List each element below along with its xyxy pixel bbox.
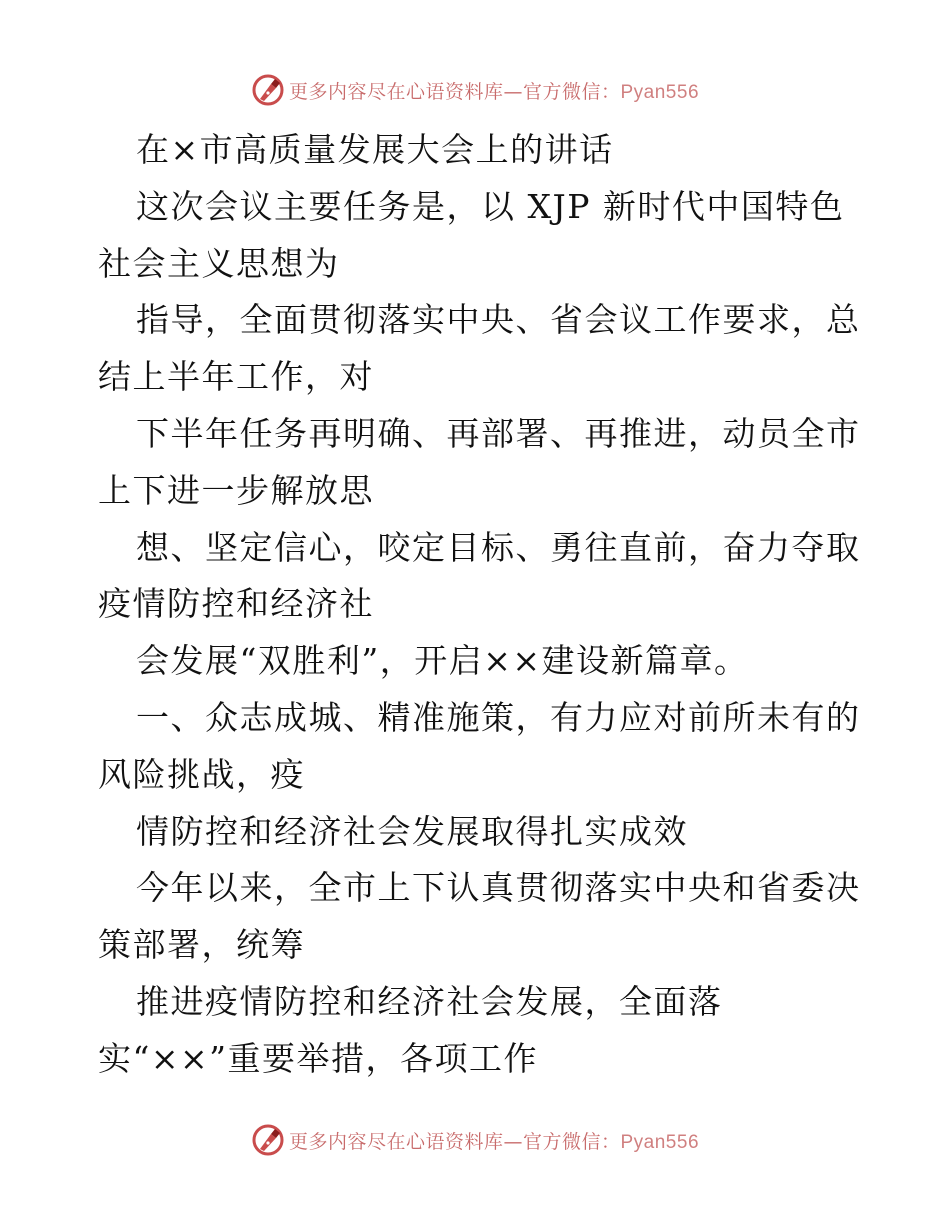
document-title: 在×市高质量发展大会上的讲话 xyxy=(136,130,614,169)
watermark-text: 更多内容尽在心语资料库—官方微信：Pyan556 xyxy=(288,80,700,103)
pen-nib-icon xyxy=(251,1123,285,1157)
paragraph-line: 指导，全面贯彻落实中央、省会议工作要求，总 xyxy=(136,300,861,340)
footer-watermark xyxy=(0,1122,950,1158)
paragraph-line: 社会主义思想为 xyxy=(98,243,340,283)
pen-nib-icon xyxy=(251,73,285,107)
paragraph-line: 结上半年工作，对 xyxy=(98,357,374,397)
section-heading-line: 一、众志成城、精准施策，有力应对前所未有的 xyxy=(136,697,861,737)
paragraph-line: 推进疫情防控和经济社会发展，全面落 xyxy=(136,981,723,1021)
paragraph-line: 想、坚定信心，咬定目标、勇往直前，奋力夺取 xyxy=(136,527,861,567)
section-heading-line: 情防控和经济社会发展取得扎实成效 xyxy=(136,811,688,851)
document-body xyxy=(98,122,861,1088)
paragraph-line: 下半年任务再明确、再部署、再推进，动员全市 xyxy=(136,413,861,453)
paragraph-line: 会发展“双胜利”，开启××建设新篇章。 xyxy=(136,641,749,681)
paragraph-line: 策部署，统筹 xyxy=(98,925,305,965)
section-heading-line: 风险挑战，疫 xyxy=(98,754,305,794)
watermark-text: 更多内容尽在心语资料库—官方微信：Pyan556 xyxy=(288,1130,700,1153)
paragraph-line: 这次会议主要任务是，以 XJP 新时代中国特色 xyxy=(136,186,845,226)
paragraph-line: 今年以来，全市上下认真贯彻落实中央和省委决 xyxy=(136,868,861,908)
header-watermark xyxy=(0,72,950,108)
paragraph-line: 疫情防控和经济社 xyxy=(98,584,374,624)
paragraph-line: 实“××”重要举措，各项工作 xyxy=(98,1038,539,1078)
paragraph-line: 上下进一步解放思 xyxy=(98,470,374,510)
